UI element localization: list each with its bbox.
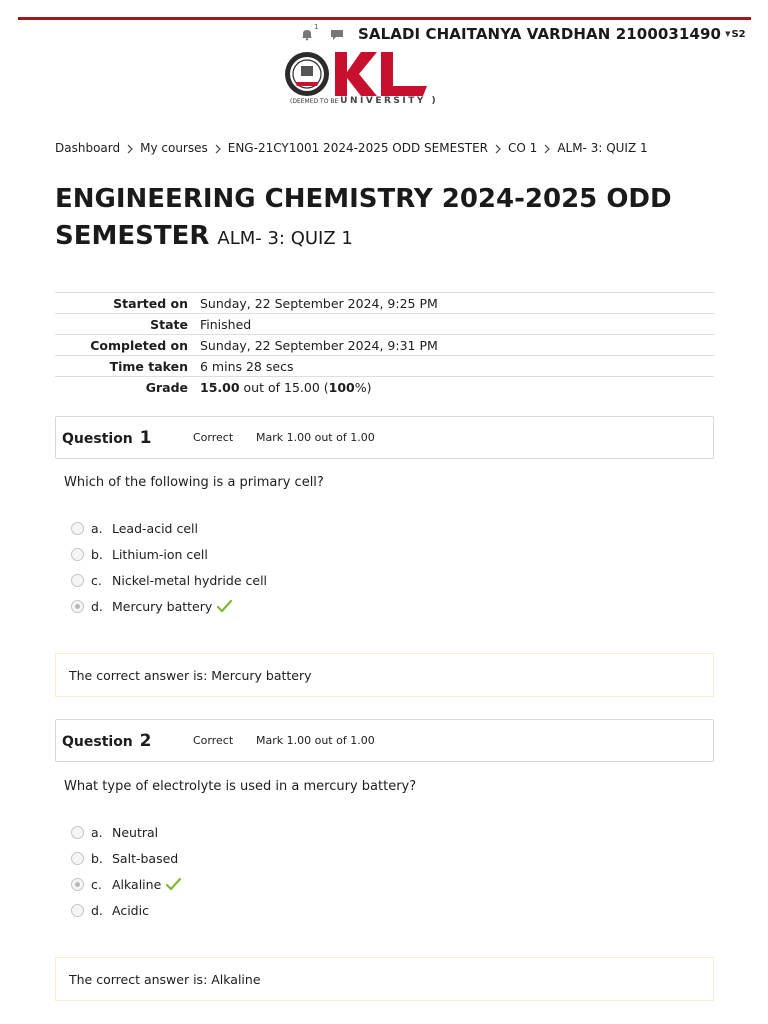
option-letter: b. — [91, 850, 103, 866]
answer-option-selected[interactable] — [71, 593, 267, 619]
question-number-value: 2 — [139, 730, 152, 751]
option-text: Nickel-metal hydride cell — [112, 572, 268, 588]
question-2-answers — [71, 819, 181, 923]
option-letter: b. — [91, 546, 103, 562]
logo-university-text: UNIVERSITY ) — [340, 96, 439, 106]
summary-label: Started on — [55, 293, 200, 314]
answer-option[interactable] — [71, 897, 181, 923]
option-letter: c. — [91, 572, 102, 588]
option-text: Salt-based — [112, 850, 179, 866]
option-letter: d. — [91, 902, 103, 918]
user-header — [300, 24, 746, 44]
correct-answer-text: The correct answer is: Alkaline — [69, 971, 261, 987]
breadcrumb — [55, 141, 648, 155]
question-2-text: What type of electrolyte is used in a mercury battery? — [64, 779, 417, 794]
correct-check-icon — [217, 600, 232, 613]
correct-check-icon — [166, 878, 181, 891]
option-text: Neutral — [112, 824, 159, 840]
summary-label: Completed on — [55, 335, 200, 356]
messages-icon[interactable] — [330, 27, 344, 41]
correct-answer-text: The correct answer is: Mercury battery — [69, 667, 312, 683]
answer-option[interactable] — [71, 567, 267, 593]
user-menu-caret-icon[interactable]: ▼ — [725, 30, 731, 38]
breadcrumb-quiz[interactable]: ALM- 3: QUIZ 1 — [557, 141, 648, 155]
notification-count: 1 — [314, 23, 319, 31]
option-text: Lead-acid cell — [112, 520, 198, 536]
logo-deemed-text: (DEEMED TO BE — [290, 98, 339, 105]
question-mark: Mark 1.00 out of 1.00 — [256, 734, 375, 747]
option-text: Mercury battery — [112, 598, 213, 614]
chevron-right-icon — [494, 143, 502, 153]
summary-row — [55, 377, 714, 398]
breadcrumb-course[interactable]: ENG-21CY1001 2024-2025 ODD SEMESTER — [227, 141, 489, 155]
breadcrumb-section[interactable]: CO 1 — [508, 141, 538, 155]
radio-button-selected[interactable] — [71, 600, 84, 613]
summary-value: Sunday, 22 September 2024, 9:25 PM — [200, 293, 714, 314]
chevron-right-icon — [214, 143, 222, 153]
question-1-info — [55, 416, 714, 459]
question-1-feedback — [55, 653, 714, 697]
answer-option[interactable] — [71, 845, 181, 871]
grade-percent-suffix: %) — [354, 379, 372, 395]
answer-option[interactable] — [71, 541, 267, 567]
radio-button[interactable] — [71, 574, 84, 587]
grade-score: 15.00 — [200, 379, 240, 395]
question-2-info — [55, 719, 714, 762]
radio-button[interactable] — [71, 904, 84, 917]
radio-button[interactable] — [71, 826, 84, 839]
summary-row — [55, 335, 714, 356]
grade-out-of: out of 15.00 ( — [239, 379, 329, 395]
option-letter: a. — [91, 520, 103, 536]
user-name[interactable]: SALADI CHAITANYA VARDHAN 2100031490 — [358, 25, 722, 43]
radio-button[interactable] — [71, 522, 84, 535]
summary-value: Sunday, 22 September 2024, 9:31 PM — [200, 335, 714, 356]
option-letter: a. — [91, 824, 103, 840]
chevron-right-icon — [126, 143, 134, 153]
breadcrumb-dashboard[interactable]: Dashboard — [55, 141, 121, 155]
answer-option[interactable] — [71, 819, 181, 845]
summary-value: Finished — [200, 314, 714, 335]
question-number — [62, 731, 193, 751]
notification-bell-icon[interactable] — [300, 23, 319, 42]
question-label: Question — [62, 430, 133, 447]
question-1-text: Which of the following is a primary cell? — [64, 475, 324, 490]
option-text: Lithium-ion cell — [112, 546, 208, 562]
summary-row — [55, 293, 714, 314]
option-text: Alkaline — [112, 876, 162, 892]
summary-label: Time taken — [55, 356, 200, 377]
radio-button-selected[interactable] — [71, 878, 84, 891]
logo-caption — [290, 96, 439, 106]
radio-button[interactable] — [71, 852, 84, 865]
summary-grade-value — [200, 377, 714, 398]
summary-row — [55, 356, 714, 377]
breadcrumb-my-courses[interactable]: My courses — [140, 141, 208, 155]
question-1-answers — [71, 515, 267, 619]
course-title: ENGINEERING CHEMISTRY 2024-2025 ODD SEMESTER — [55, 184, 672, 251]
option-letter: c. — [91, 876, 102, 892]
summary-value: 6 mins 28 secs — [200, 356, 714, 377]
page-title — [55, 181, 695, 257]
radio-button[interactable] — [71, 548, 84, 561]
option-letter: d. — [91, 598, 103, 614]
option-text: Acidic — [112, 902, 149, 918]
summary-row — [55, 314, 714, 335]
question-state: Correct — [193, 734, 234, 747]
quiz-subtitle: ALM- 3: QUIZ 1 — [217, 228, 353, 249]
summary-label: Grade — [55, 377, 200, 398]
answer-option[interactable] — [71, 515, 267, 541]
question-number-value: 1 — [139, 427, 152, 448]
attempt-summary-table — [55, 292, 714, 398]
question-number — [62, 428, 193, 448]
question-mark: Mark 1.00 out of 1.00 — [256, 431, 375, 444]
user-tag: S2 — [731, 28, 746, 40]
question-label: Question — [62, 733, 133, 750]
grade-percent: 100 — [328, 379, 355, 395]
answer-option-selected[interactable] — [71, 871, 181, 897]
chevron-right-icon — [543, 143, 551, 153]
question-2-feedback — [55, 957, 714, 1001]
summary-label: State — [55, 314, 200, 335]
top-accent-bar — [18, 17, 751, 20]
question-state: Correct — [193, 431, 234, 444]
